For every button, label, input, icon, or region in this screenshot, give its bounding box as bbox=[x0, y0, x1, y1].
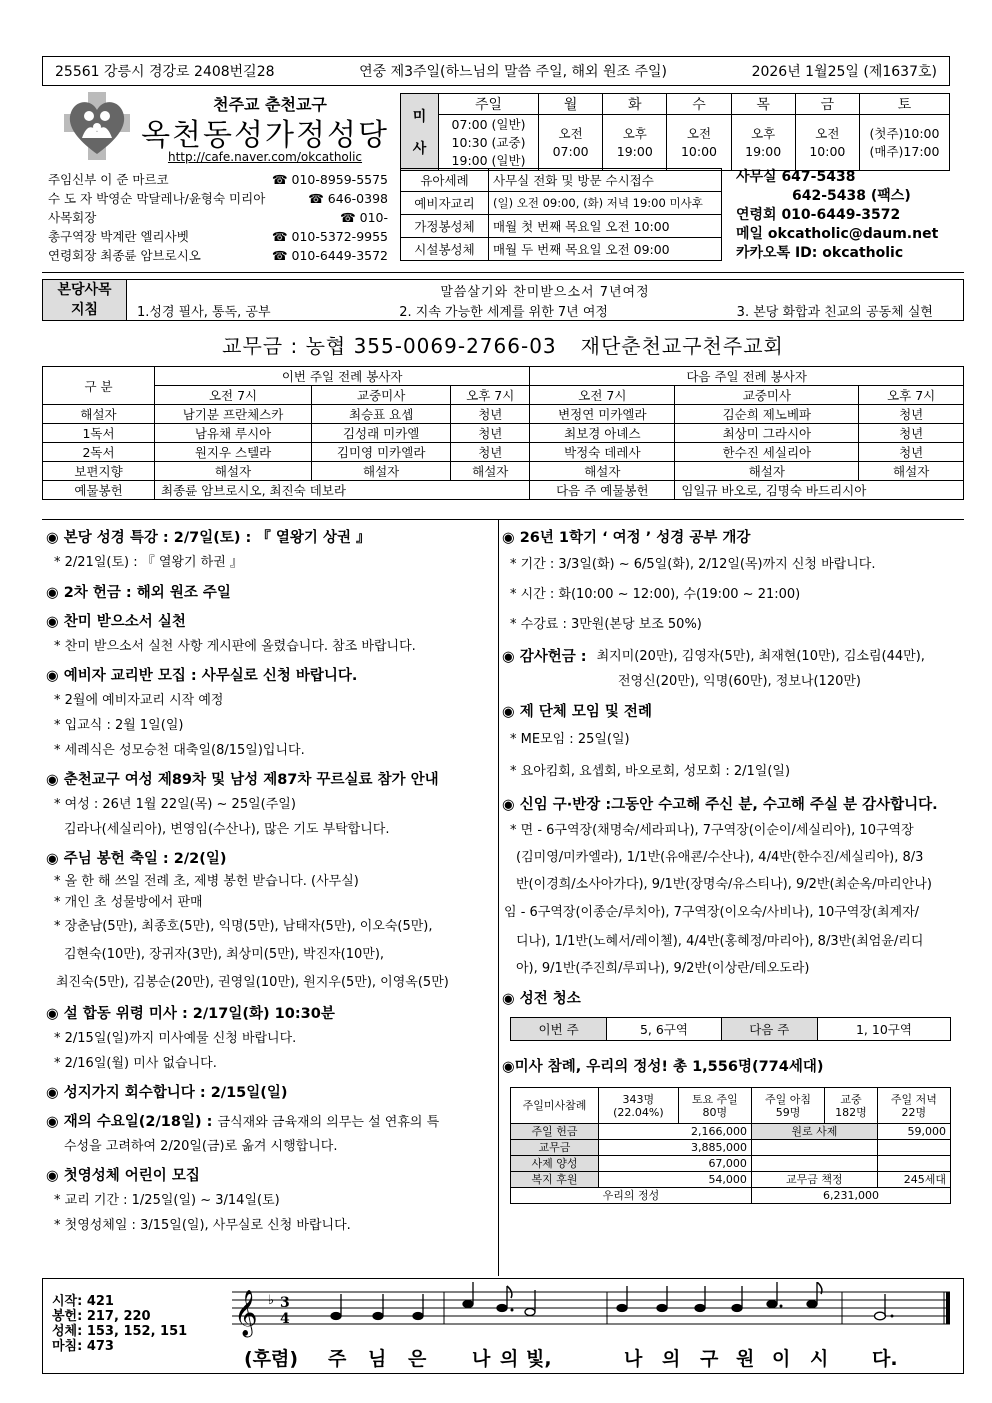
notice-heading: ◉ 성지가지 회수합니다 : 2/15일(일) bbox=[46, 1085, 288, 1101]
notice-heading: ◉ 제 단체 모임 및 전례 bbox=[502, 704, 652, 720]
address: 25561 강릉시 경강로 2408번길28 bbox=[55, 64, 275, 80]
table-row: 2독서 원지우 스텔라 김미영 미카엘라 청년 박정숙 데레사 한수진 세실리아 청년 bbox=[43, 443, 964, 462]
table-row: 사제 양성 67,000 bbox=[511, 1156, 951, 1172]
notice-heading: ◉ 첫영성체 어린이 모집 bbox=[46, 1168, 200, 1184]
table-row: 해설자 남기분 프란체스카 최승표 요셉 청년 변정연 미카엘라 김순희 제노베파 청년 bbox=[43, 405, 964, 424]
table-row: 복지 후원 54,000 교무금 책정 245세대 bbox=[511, 1172, 951, 1188]
table-row: 가정봉성체 매월 첫 번째 목요일 오전 10:00 bbox=[401, 215, 722, 238]
notice-heading: ◉ 찬미 받으소서 실천 bbox=[46, 614, 186, 630]
office-phone: 사무실 647-5438 bbox=[736, 169, 856, 185]
table-row: 이번 주 5, 6구역 다음 주 1, 10구역 bbox=[511, 1018, 951, 1041]
time-tue: 오후 19:00 bbox=[603, 115, 667, 171]
day-tue: 화 bbox=[603, 94, 667, 115]
kakao-id: 카카오톡 ID: okcatholic bbox=[736, 245, 904, 261]
notice-heading: ◉ 2차 헌금 : 해외 원조 주일 bbox=[46, 585, 231, 601]
svg-text:3: 3 bbox=[280, 1295, 290, 1311]
staff-row: 주임신부 이 준 마르코 ☎ 010-8959-5575 bbox=[48, 172, 388, 187]
svg-text:𝄞: 𝄞 bbox=[234, 1290, 258, 1336]
table-row: 주일 헌금 2,166,000 원로 사제 59,000 bbox=[511, 1124, 951, 1140]
attendance-offering-table bbox=[510, 1087, 951, 1204]
mass-label: 미 사 bbox=[401, 94, 439, 171]
day-sun: 주일 bbox=[439, 94, 539, 115]
issue-info-bar bbox=[42, 56, 950, 86]
diocese-name: 천주교 춘천교구 bbox=[213, 95, 327, 114]
notice-heading: ◉ 주님 봉헌 축일 : 2/2(일) bbox=[46, 851, 227, 867]
notice-heading: ◉미사 참례, 우리의 정성! 총 1,556명(774세대) bbox=[502, 1059, 824, 1075]
hymn-numbers: 시작: 421 봉헌: 217, 220 성체: 153, 152, 151 마침: 473 bbox=[52, 1294, 188, 1354]
column-divider bbox=[498, 519, 499, 1276]
notice-heading: ◉ 26년 1학기 ‘ 여정 ’ 성경 공부 개강 bbox=[502, 530, 751, 546]
policy-items: 1.성경 필사, 통독, 공부 2. 지속 가능한 세계를 위한 7년 여정 3. 본당 화합과 친교의 공동체 실현 bbox=[127, 300, 964, 321]
day-wed: 수 bbox=[667, 94, 731, 115]
left-column-notices: ◉ 본당 성경 특강 : 2/7일(토) : 『 열왕기 상권 』 * 2/21일(토) : 『 열왕기 하권 』 ◉ 2차 헌금 : 해외 원조 주일 ◉ 찬미 받으소서 실천 * 찬미 받으소서 실천 사항 게시판에 올렸습니다. 참조 바랍니다. ◉ 예비자 교리반 모집 : 사무실로 신청 바랍니다. * 2월에 예비자교리 시작 예정 * 입교식 : 2월 1일(일) * 세례식은 성모승천 대축일(8/15일)입니다. ◉ 춘천교구 여성 제89차 및 남성 제87차 꾸르실료 참가 안내 * 여성 : 26년 1월 22일(목) ~ 25일(주일) 김라나(세실리아), 변영임(수산나), 많은 기도 부탁합니다. ◉ 주님 봉헌 축일 : 2/2(일) * 올 한 해 쓰일 전례 초, 제병 봉헌 받습니다. (사무실) * 개인 초 성물방에서 판매 * 장춘남(5만), 최종호(5만), 익명(5만), 남태자(5만), 이오숙(5만), 김현숙(10만), 장귀자(3만), 최상미(5만), 박진자(10만), 최진숙(5만), 김봉순(20만), 권영일(10만), 원지우(5만), 이영옥(5만) ◉ 설 합동 위령 미사 : 2/17일(화) 10:30분 * 2/15일(일)까지 미사예물 신청 바랍니다. * 2/16일(월) 미사 없습니다. ◉ 성지가지 회수합니다 : 2/15일(일) ◉ 재의 수요일(2/18일) : 금식재와 금육재의 의무는 설 연휴의 특 수성을 고려하여 2/20일(금)로 옮겨 시행합니다. ◉ 첫영성체 어린이 모집 * 교리 기간 : 1/25일(일) ~ 3/14일(토) * 첫영성체일 : 3/15일(일), 사무실로 신청 바랍니다. bbox=[46, 521, 496, 1238]
antiphon-music-score-icon bbox=[232, 1282, 952, 1342]
time-thu: 오후 19:00 bbox=[731, 115, 795, 171]
table-row: 주일미사참례 343명 (22.04%) 토요 주일 80명 주일 아침 59명 교중 182명 주일 저녁 22명 bbox=[511, 1088, 951, 1124]
funeral-phone: 연령회 010-6449-3572 bbox=[736, 207, 901, 223]
day-fri: 금 bbox=[795, 94, 859, 115]
mass-schedule-table bbox=[400, 93, 950, 171]
notice-heading: ◉ 재의 수요일(2/18일) : 금식재와 금육재의 의무는 설 연휴의 특 bbox=[46, 1114, 440, 1130]
table-row: 보편지향 해설자 해설자 해설자 해설자 해설자 해설자 bbox=[43, 462, 964, 481]
liturgy-servers-table: 구 분 이번 주일 전례 봉사자 다음 주일 전례 봉사자 오전 7시 교중미사 오후 7시 오전 7시 교중미사 오후 7시 해설자 남기분 프란체스카 최승표 요셉 청년 변정연 미카엘라 김순희 제노베파 청년 1독서 남유채 루시아 김성래 미카엘 청년 최보경 아녜스 최상미 그라시아 청년 2독서 원지우 스텔라 김미영 미카엘라 청년 박정숙 데레사 한수진 세실리아 청년 보편지향 해설자 해설자 해설자 해설자 해설자 해설자 예물봉헌 최종륜 암브로시오, 최진숙 데보라 다음 주 예물봉헌 임일규 바오로, 김명숙 바드리시아 bbox=[42, 366, 964, 500]
time-mon: 오전 07:00 bbox=[539, 115, 603, 171]
table-row: 시설봉성체 매월 두 번째 목요일 오전 09:00 bbox=[401, 238, 722, 261]
table-row: 유아세례 사무실 전화 및 방문 수시접수 bbox=[401, 169, 722, 192]
notice-heading: ◉ 성전 청소 bbox=[502, 991, 581, 1007]
church-cleaning-table bbox=[510, 1017, 951, 1041]
time-sat: (첫주)10:00 (매주)17:00 bbox=[860, 115, 950, 171]
notice-heading: ◉ 예비자 교리반 모집 : 사무실로 신청 바랍니다. bbox=[46, 668, 358, 684]
notice-heading: ◉ 감사헌금 : 최지미(20만), 김영자(5만), 최재현(10만), 김소림(44만), bbox=[502, 649, 925, 665]
time-wed: 오전 10:00 bbox=[667, 115, 731, 171]
liturgical-day: 연중 제3주일(하느님의 말씀 주일, 해외 원조 주일) bbox=[359, 64, 668, 80]
divider bbox=[42, 272, 964, 273]
time-sun: 07:00 (일반) 10:30 (교중) 19:00 (일반) bbox=[439, 115, 539, 171]
notice-heading: ◉ 설 합동 위령 미사 : 2/17일(화) 10:30분 bbox=[46, 1006, 335, 1022]
issue-date: 2026년 1월25일 (제1637호) bbox=[751, 64, 937, 80]
staff-row: 연령회장 최종륜 암브로시오 ☎ 010-6449-3572 bbox=[48, 248, 388, 263]
parish-name: 옥천동성가정성당 bbox=[141, 118, 389, 153]
table-row: 예비자교리 (일) 오전 09:00, (화) 저녁 19:00 미사후 bbox=[401, 192, 722, 215]
email[interactable]: 메일 okcatholic@daum.net bbox=[736, 226, 939, 242]
table-row: 우리의 정성 6,231,000 bbox=[511, 1188, 951, 1204]
sacrament-info-table bbox=[400, 168, 722, 261]
table-row: 1독서 남유채 루시아 김성래 미카엘 청년 최보경 아녜스 최상미 그라시아 청년 bbox=[43, 424, 964, 443]
notice-heading: ◉ 신임 구·반장 :그동안 수고해 주신 분, 수고해 주실 분 감사합니다. bbox=[502, 797, 938, 813]
pastoral-policy bbox=[42, 279, 964, 321]
cafe-link[interactable]: http://cafe.naver.com/okcatholic bbox=[167, 150, 363, 164]
fax-number: 642-5438 (팩스) bbox=[792, 188, 911, 204]
policy-title: 말씀살기와 찬미받으소서 7년여정 bbox=[127, 280, 964, 301]
parish-logo-icon bbox=[62, 90, 132, 162]
svg-text:♭: ♭ bbox=[268, 1293, 275, 1308]
day-thu: 목 bbox=[731, 94, 795, 115]
day-sat: 토 bbox=[860, 94, 950, 115]
time-fri: 오전 10:00 bbox=[795, 115, 859, 171]
policy-label: 본당사목 지침 bbox=[43, 280, 127, 321]
church-fund-account: 교무금 : 농협 355-0069-2766-03 재단춘천교구천주교회 bbox=[222, 334, 784, 358]
table-row: 예물봉헌 최종륜 암브로시오, 최진숙 데보라 다음 주 예물봉헌 임일규 바오로, 김명숙 바드리시아 bbox=[43, 481, 964, 500]
staff-row: 총구역장 박계란 엘리사벳 ☎ 010-5372-9955 bbox=[48, 229, 388, 244]
day-mon: 월 bbox=[539, 94, 603, 115]
staff-row: 사목회장 ☎ 010- bbox=[48, 210, 388, 225]
table-row: 교무금 3,885,000 bbox=[511, 1140, 951, 1156]
contact-info bbox=[736, 168, 950, 263]
staff-row: 수 도 자 박영순 막달레나/윤형숙 미리아 ☎ 646-0398 bbox=[48, 191, 388, 206]
notice-heading: ◉ 춘천교구 여성 제89차 및 남성 제87차 꾸르실료 참가 안내 bbox=[46, 772, 439, 788]
notice-heading: ◉ 본당 성경 특강 : 2/7일(토) : 『 열왕기 상권 』 bbox=[46, 530, 371, 546]
divider bbox=[42, 519, 964, 520]
right-column-notices: ◉ 26년 1학기 ‘ 여정 ’ 성경 공부 개강 * 기간 : 3/3일(화) ~ 6/5일(화), 2/12일(목)까지 신청 바랍니다. * 시간 : 화(10:00 ~ 12:00), 수(19:00 ~ 21:00) * 수강료 : 3만원(본당 보조 50%) ◉ 감사헌금 : 최지미(20만), 김영자(5만), 최재현(10만), 김소림(44만), 전영신(20만), 익명(60만), 정보나(120만) ◉ 제 단체 모임 및 전례 * ME모임 : 25일(일) * 요아킴회, 요셉회, 바오로회, 성모회 : 2/1일(일) ◉ 신임 구·반장 :그동안 수고해 주신 분, 수고해 주실 분 감사합니다. * 면 - 6구역장(채명숙/세라피나), 7구역장(이순이/세실리아), 10구역장 (김미영/미카엘라), 1/1반(유애쿈/수산나), 4/4반(한수진/세실리아), 8/3 반(이경희/소사아가다), 9/1반(장명숙/유스티나), 9/2반(최순옥/마리안나) 임 - 6구역장(이종순/루치아), 7구역장(이오숙/사비나), 10구역장(최계자/ 디나), 1/1반(노혜서/레이첼), 4/4반(홍혜정/마리아), 8/3반(최엄윤/리디 아), 9/1반(주진희/루피나), 9/2반(이상란/테오도라) ◉ 성전 청소 이번 주 5, 6구역 다음 주 1, 10구역 ◉미사 참례, 우리의 정성! 총 1,556명(774세대) 주일미사참례 343명 (22.04%) 토요 주일 80명 주일 아침 59명 교중 182명 주일 저녁 22명 주일 헌금 2,166,000 원로 사제 59,000 교무금 3,885,000 사제 양성 67,000 복지 후원 54,000 교무금 책정 245세대 우리의 정성 6,231,000 bbox=[502, 521, 956, 1204]
svg-text:4: 4 bbox=[280, 1311, 290, 1327]
staff-list bbox=[48, 170, 388, 265]
